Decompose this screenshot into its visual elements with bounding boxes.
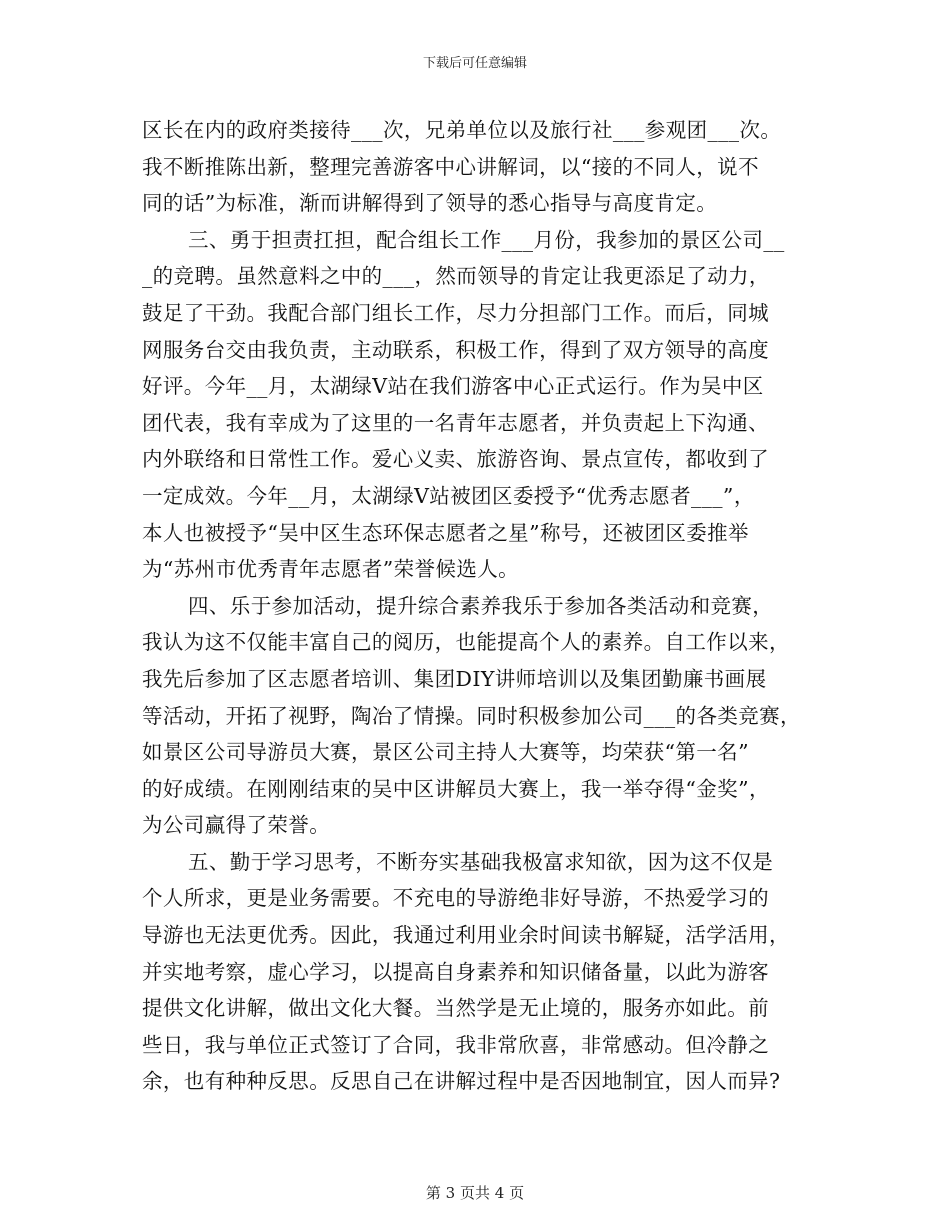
text-line: 同的话”为标准，渐而讲解得到了领导的悉心指导与高度肯定。 xyxy=(142,191,718,216)
text-line: _的竞聘。虽然意料之中的___，然而领导的肯定让我更添足了动力， xyxy=(142,264,770,289)
text-line: 三、勇于担责扛担，配合组长工作___月份，我参加的景区公司__ xyxy=(188,227,785,252)
text-line: 本人也被授予“吴中区生态环保志愿者之星”称号，还被团区委推举 xyxy=(142,520,749,545)
text-line: 如景区公司导游员大赛，景区公司主持人大赛等，均荣获“第一名” xyxy=(142,740,749,765)
text-line: 好评。今年__月，太湖绿Ⅴ站在我们游客中心正式运行。作为吴中区 xyxy=(142,374,764,399)
text-line: 为“苏州市优秀青年志愿者”荣誉候选人。 xyxy=(142,557,520,582)
text-line: 些日，我与单位正式签订了合同，我非常欣喜，非常感动。但冷静之 xyxy=(142,1032,769,1057)
document-body xyxy=(142,112,822,1100)
text-line: 我认为这不仅能丰富自己的阅历，也能提高个人的素养。自工作以来， xyxy=(142,630,790,655)
text-line: 提供文化讲解，做出文化大餐。当然学是无止境的，服务亦如此。前 xyxy=(142,996,769,1021)
text-line: 鼓足了干劲。我配合部门组长工作，尽力分担部门工作。而后，同城 xyxy=(142,300,769,325)
text-line: 五、勤于学习思考，不断夯实基础我极富求知欲，因为这不仅是 xyxy=(188,849,774,874)
text-line: 一定成效。今年__月，太湖绿Ⅴ站被团区委授予“优秀志愿者___”， xyxy=(142,483,755,508)
text-line: 我不断推陈出新，整理完善游客中心讲解词，以“接的不同人，说不 xyxy=(142,154,759,179)
text-line: 我先后参加了区志愿者培训、集团DIY讲师培训以及集团勤廉书画展 xyxy=(142,666,767,691)
text-line: 的好成绩。在刚刚结束的吴中区讲解员大赛上，我一举夺得“金奖”， xyxy=(142,776,770,801)
text-line: 网服务台交由我负责，主动联系，积极工作，得到了双方领导的高度 xyxy=(142,337,769,362)
text-line: 为公司赢得了荣誉。 xyxy=(142,813,331,838)
text-line: 导游也无法更优秀。因此，我通过利用业余时间读书解疑，活学活用， xyxy=(142,923,790,948)
text-line: 并实地考察，虚心学习，以提高自身素养和知识储备量，以此为游客 xyxy=(142,959,769,984)
text-line: 团代表，我有幸成为了这里的一名青年志愿者，并负责起上下沟通、 xyxy=(142,410,769,435)
text-line: 内外联络和日常性工作。爱心义卖、旅游咨询、景点宣传，都收到了 xyxy=(142,447,769,472)
page-header: 下载后可任意编辑 xyxy=(422,56,527,71)
text-line: 余，也有种种反思。反思自己在讲解过程中是否因地制宜，因人而异? xyxy=(142,1069,781,1094)
text-line: 区长在内的政府类接待___次，兄弟单位以及旅行社___参观团___次。 xyxy=(142,118,782,142)
text-line: 个人所求，更是业务需要。不充电的导游绝非好导游，不热爱学习的 xyxy=(142,886,769,911)
text-line: 等活动，开拓了视野，陶冶了情操。同时积极参加公司___的各类竞赛， xyxy=(142,703,801,728)
text-line: 四、乐于参加活动，提升综合素养我乐于参加各类活动和竞赛， xyxy=(188,593,774,618)
page-footer: 第 3 页共 4 页 xyxy=(425,1184,525,1202)
